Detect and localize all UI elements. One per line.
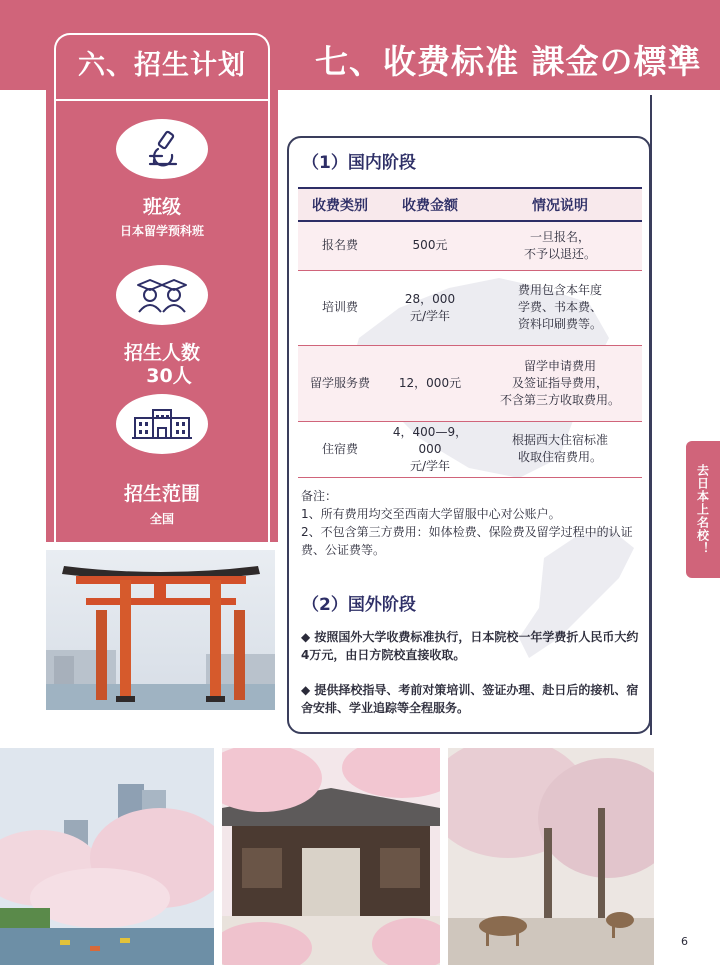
side-tab-text: 去日本上名校！ [695,464,710,555]
bullet-text: 按照国外大学收费标准执行，日本院校一年学费折人民币大约4万元，由日方院校直接收取。 [301,630,639,662]
table-header-row [298,188,642,221]
fee-standard-title: 七、收费标准 課金の標準 [315,42,702,81]
scope-label: 招生范围 [123,483,200,505]
note-item: 1、所有费用均交至西南大学留服中心对公账户。 [301,507,561,521]
fee-amount: 12，000元 [382,345,478,421]
scope-icon-badge [116,394,208,454]
class-value: 日本留学预科班 [119,224,204,238]
microscope-icon [140,129,184,169]
fee-notes [301,487,641,559]
overseas-heading: （2）国外阶段 [302,595,416,615]
graduates-icon [133,276,191,314]
notes-title: 备注： [301,489,338,503]
fee-category: 住宿费 [298,421,382,477]
note-item: 2、不包含第三方费用：如体检费、保险费及留学过程中的认证费、公证费等。 [301,525,633,557]
side-tab [686,441,720,578]
fee-description: 留学申请费用 及签证指导费用， 不含第三方收取费用。 [478,345,642,421]
fee-category: 留学服务费 [298,345,382,421]
fee-description: 根据西大住宿标准 收取住宿费用。 [478,421,642,477]
fee-description: 一旦报名， 不予以退还。 [478,221,642,270]
enroll-label: 招生人数 [123,342,200,364]
fee-category: 报名费 [298,221,382,270]
fee-category: 培训费 [298,270,382,345]
fee-amount: 28，000 元/学年 [382,270,478,345]
table-row [298,345,642,421]
deer-park-photo [448,748,654,965]
domestic-fee-table [298,187,642,478]
overseas-bullet [301,628,643,664]
title-underline [54,99,268,101]
fee-amount: 4，400—9，000 元/学年 [382,421,478,477]
fee-amount: 500元 [382,221,478,270]
enroll-value: 30人 [146,365,192,387]
page-number: 6 [681,935,688,948]
column-header: 收费类别 [298,188,382,221]
diamond-bullet-icon: ◆ [301,683,315,697]
domestic-heading: （1）国内阶段 [302,153,416,173]
scope-value: 全国 [149,512,174,526]
table-row [298,421,642,477]
class-icon-badge [116,119,208,179]
fee-description: 费用包含本年度 学费、书本费、 资料印刷费等。 [478,270,642,345]
cherry-blossom-river-photo [0,748,214,965]
school-building-icon [131,406,193,442]
overseas-bullet [301,681,643,717]
table-row [298,270,642,345]
temple-sakura-photo [222,748,440,965]
enrollment-plan-title: 六、招生计划 [78,50,246,81]
torii-gate-photo [46,550,275,710]
column-header: 收费金额 [382,188,478,221]
table-row [298,221,642,270]
enroll-icon-badge [116,265,208,325]
class-label: 班级 [142,196,181,218]
bullet-text: 提供择校指导、考前对策培训、签证办理、赴日后的接机、宿舍安排、学业追踪等全程服务。 [301,683,639,715]
column-header: 情况说明 [478,188,642,221]
diamond-bullet-icon: ◆ [301,630,315,644]
